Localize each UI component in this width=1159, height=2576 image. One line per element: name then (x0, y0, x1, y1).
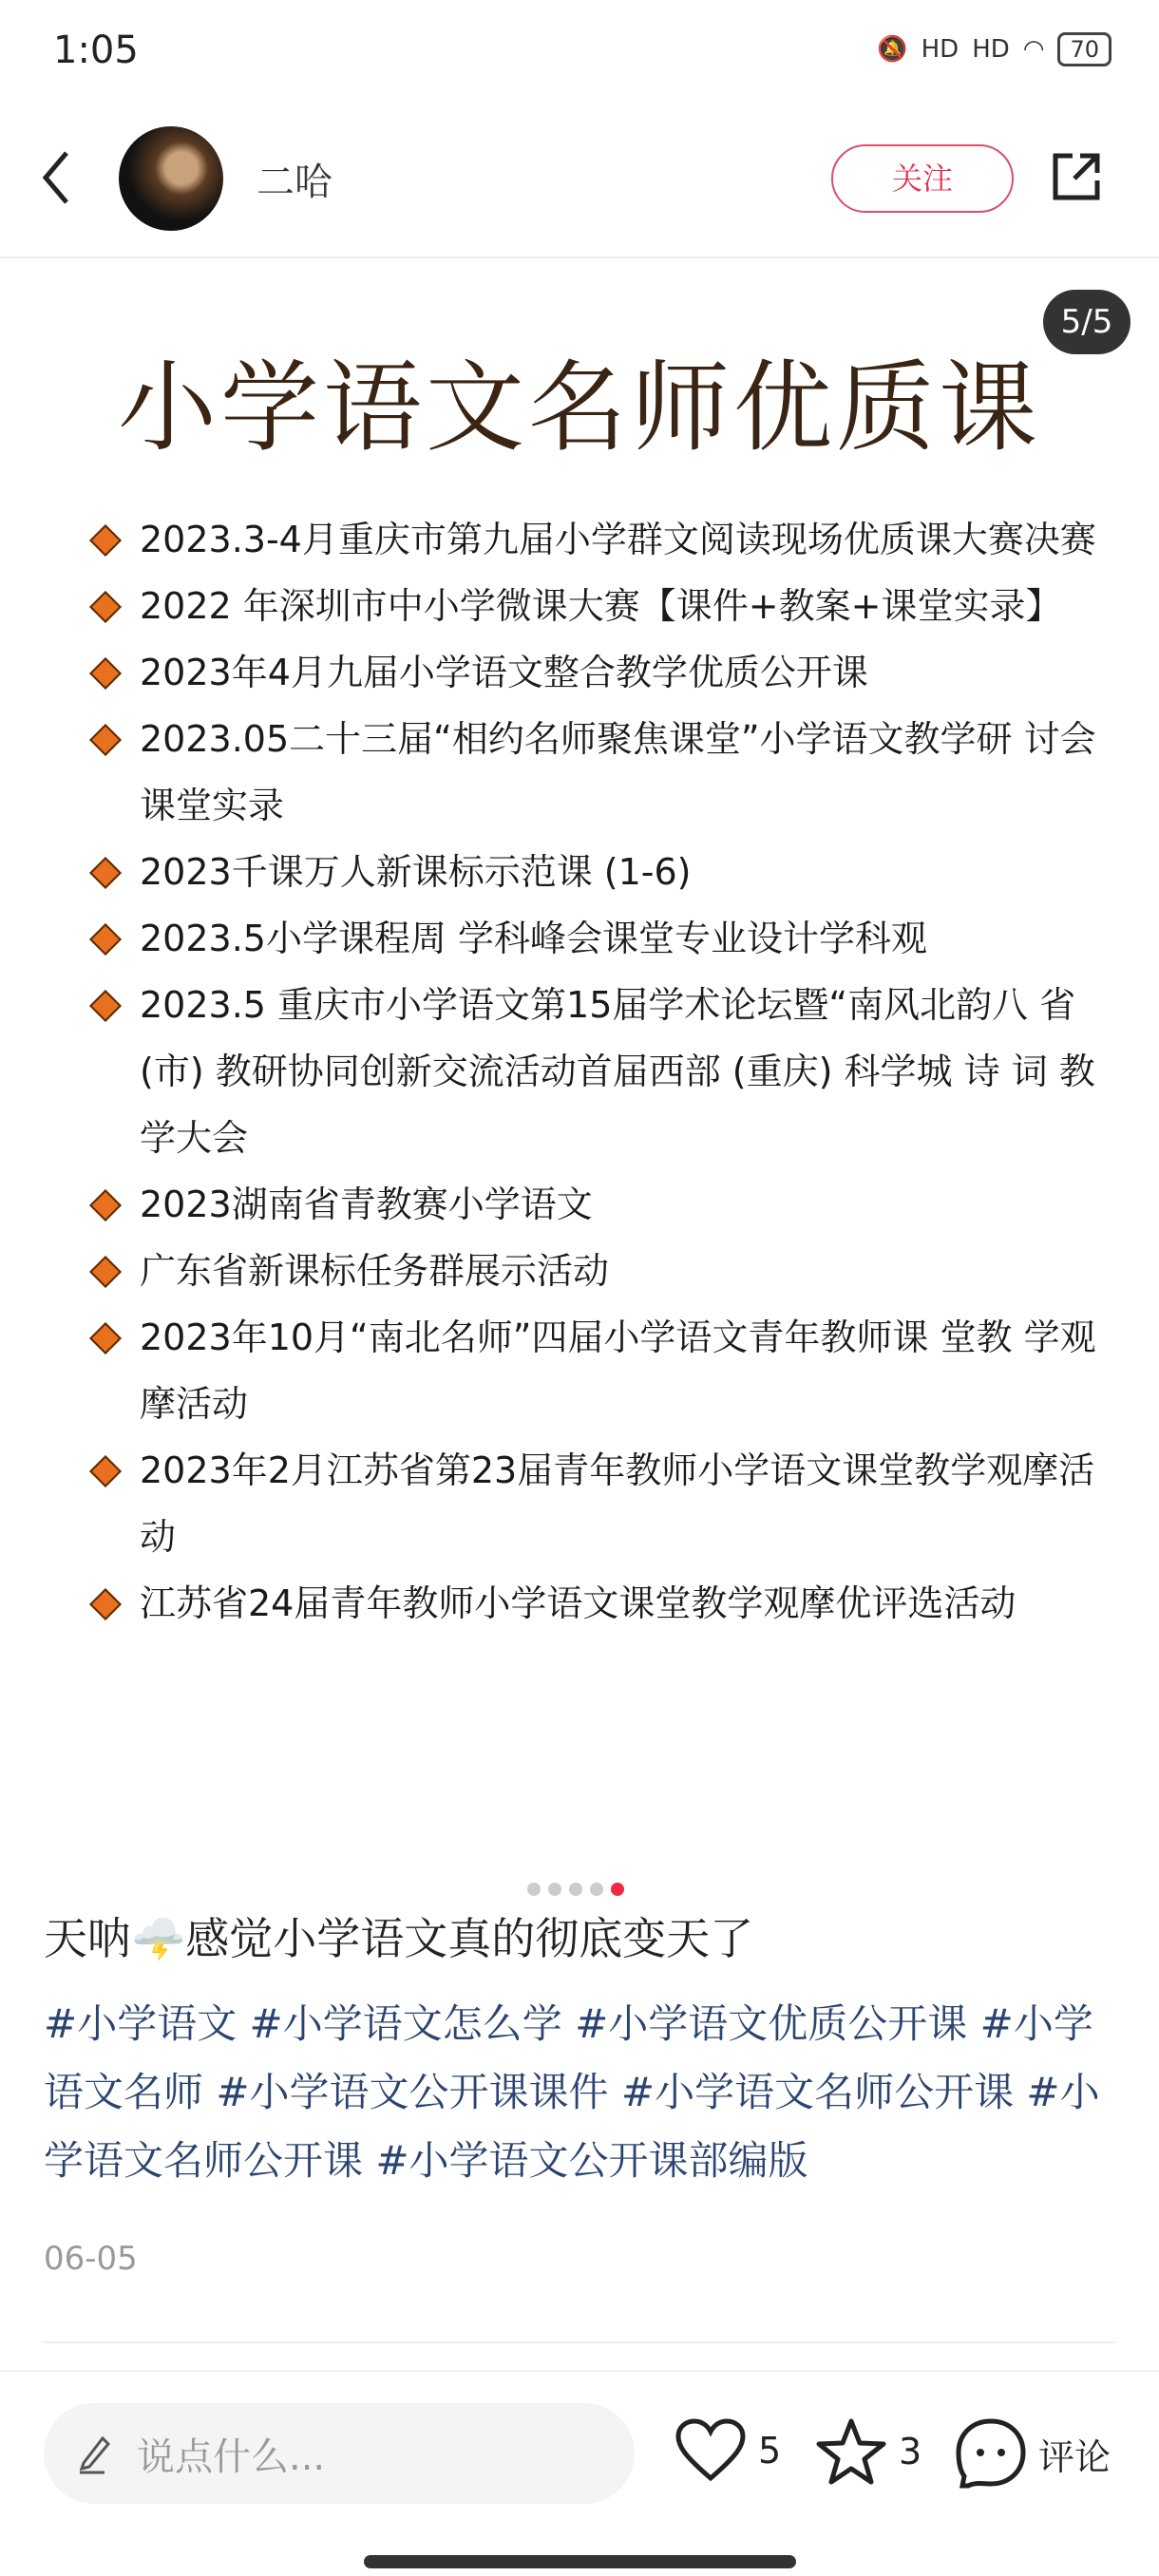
course-list-item (90, 506, 1097, 573)
divider (44, 2341, 1115, 2343)
course-list (90, 506, 1097, 1637)
home-indicator[interactable] (364, 2555, 796, 2568)
diamond-bullet-icon (89, 657, 122, 690)
signal-icon-2: HD (972, 35, 1010, 64)
course-list-text: 2023千课万人新课标示范课 (1-6) (140, 851, 692, 893)
course-list-item (90, 573, 1097, 639)
back-icon[interactable] (38, 147, 76, 208)
comment-label: 评论 (1038, 2435, 1112, 2478)
diamond-bullet-icon (89, 591, 122, 623)
course-list-text: 2023湖南省青教赛小学语文 (140, 1184, 593, 1225)
divider (0, 256, 1159, 258)
course-list-item (90, 1238, 1097, 1304)
carousel-dot[interactable] (590, 1883, 603, 1896)
course-list-item (90, 839, 1097, 905)
course-list-text: 2023年2月江苏省第23届青年教师小学语文课堂教学观摩活动 (140, 1449, 1095, 1558)
comment-placeholder: 说点什么... (137, 2434, 326, 2479)
post-caption (44, 1904, 753, 1967)
status-icons (877, 32, 1112, 66)
like-button[interactable] (674, 2417, 781, 2484)
course-list-text: 2023.3-4月重庆市第九届小学群文阅读现场优质课大赛决赛 (140, 519, 1096, 560)
status-time: 1:05 (53, 28, 139, 72)
comment-button[interactable] (955, 2417, 1111, 2490)
comment-input[interactable] (44, 2403, 635, 2504)
diamond-bullet-icon (89, 524, 122, 557)
divider (0, 2370, 1159, 2372)
caption-text-2: 感觉小学语文真的彻底变天了 (185, 1913, 754, 1964)
signal-icon: HD (921, 35, 960, 64)
avatar[interactable] (119, 126, 223, 231)
diamond-bullet-icon (89, 857, 122, 889)
diamond-bullet-icon (89, 724, 122, 756)
course-list-text: 2023.05二十三届“相约名师聚焦课堂”小学语文教学研 讨会课堂实录 (140, 718, 1096, 826)
diamond-bullet-icon (89, 1588, 122, 1620)
course-list-text: 江苏省24届青年教师小学语文课堂教学观摩优评选活动 (140, 1582, 1016, 1624)
course-list-item (90, 972, 1097, 1171)
star-icon (815, 2417, 887, 2486)
comment-bubble-icon (955, 2417, 1027, 2490)
diamond-bullet-icon (89, 990, 122, 1022)
course-list-item (90, 1304, 1097, 1437)
carousel-dot[interactable] (569, 1883, 582, 1896)
course-list-text: 2022 年深圳市中小学微课大赛【课件+教案+课堂实录】 (140, 585, 1062, 627)
favorite-count: 3 (899, 2431, 922, 2472)
post-date: 06-05 (44, 2240, 138, 2278)
pencil-icon (76, 2433, 114, 2474)
wifi-icon: ◠ (1022, 35, 1045, 64)
course-list-text: 2023年4月九届小学语文整合教学优质公开课 (140, 652, 868, 693)
course-list-item (90, 1570, 1097, 1637)
course-list-item (90, 639, 1097, 706)
carousel-dot[interactable] (611, 1883, 624, 1896)
diamond-bullet-icon (89, 1322, 122, 1354)
course-list-text: 2023年10月“南北名师”四届小学语文青年教师课 堂教 学观摩活动 (140, 1316, 1096, 1425)
course-list-text: 2023.5小学课程周 学科峰会课堂专业设计学科观 (140, 918, 928, 959)
diamond-bullet-icon (89, 1256, 122, 1288)
course-list-item (90, 1437, 1097, 1570)
diamond-bullet-icon (89, 923, 122, 956)
course-list-item (90, 905, 1097, 972)
heart-icon (674, 2417, 747, 2484)
author-name[interactable]: 二哈 (256, 161, 332, 204)
carousel-dots[interactable] (527, 1883, 624, 1896)
carousel-dot[interactable] (548, 1883, 561, 1896)
storm-emoji-icon: 🌩️ (131, 1913, 186, 1964)
course-list-item (90, 1171, 1097, 1238)
share-icon[interactable] (1050, 150, 1103, 203)
like-count: 5 (758, 2430, 782, 2472)
follow-button[interactable]: 关注 (831, 144, 1014, 213)
course-list-text: 广东省新课标任务群展示活动 (140, 1250, 610, 1292)
carousel-dot[interactable] (527, 1883, 541, 1896)
diamond-bullet-icon (89, 1455, 122, 1487)
mute-bell-icon: 🔕 (877, 35, 908, 64)
course-list-text: 2023.5 重庆市小学语文第15届学术论坛暨“南风北韵八 省 (市) 教研协同创新交流活动首届西部 (重庆) 科学城 诗 词 教学大会 (140, 984, 1095, 1159)
course-list-item (90, 706, 1097, 839)
battery-icon: 70 (1057, 32, 1112, 66)
caption-text: 天呐 (44, 1913, 131, 1964)
hashtags[interactable]: #小学语文 #小学语文怎么学 #小学语文优质公开课 #小学语文名师 #小学语文公开课课件 #小学语文名师公开课 #小学语文名师公开课 #小学语文公开课部编版 (44, 2000, 1100, 2184)
page-indicator-badge: 5/5 (1043, 290, 1130, 354)
favorite-button[interactable] (815, 2417, 922, 2486)
diamond-bullet-icon (89, 1189, 122, 1222)
image-title: 小学语文名师优质课 (117, 350, 1041, 465)
